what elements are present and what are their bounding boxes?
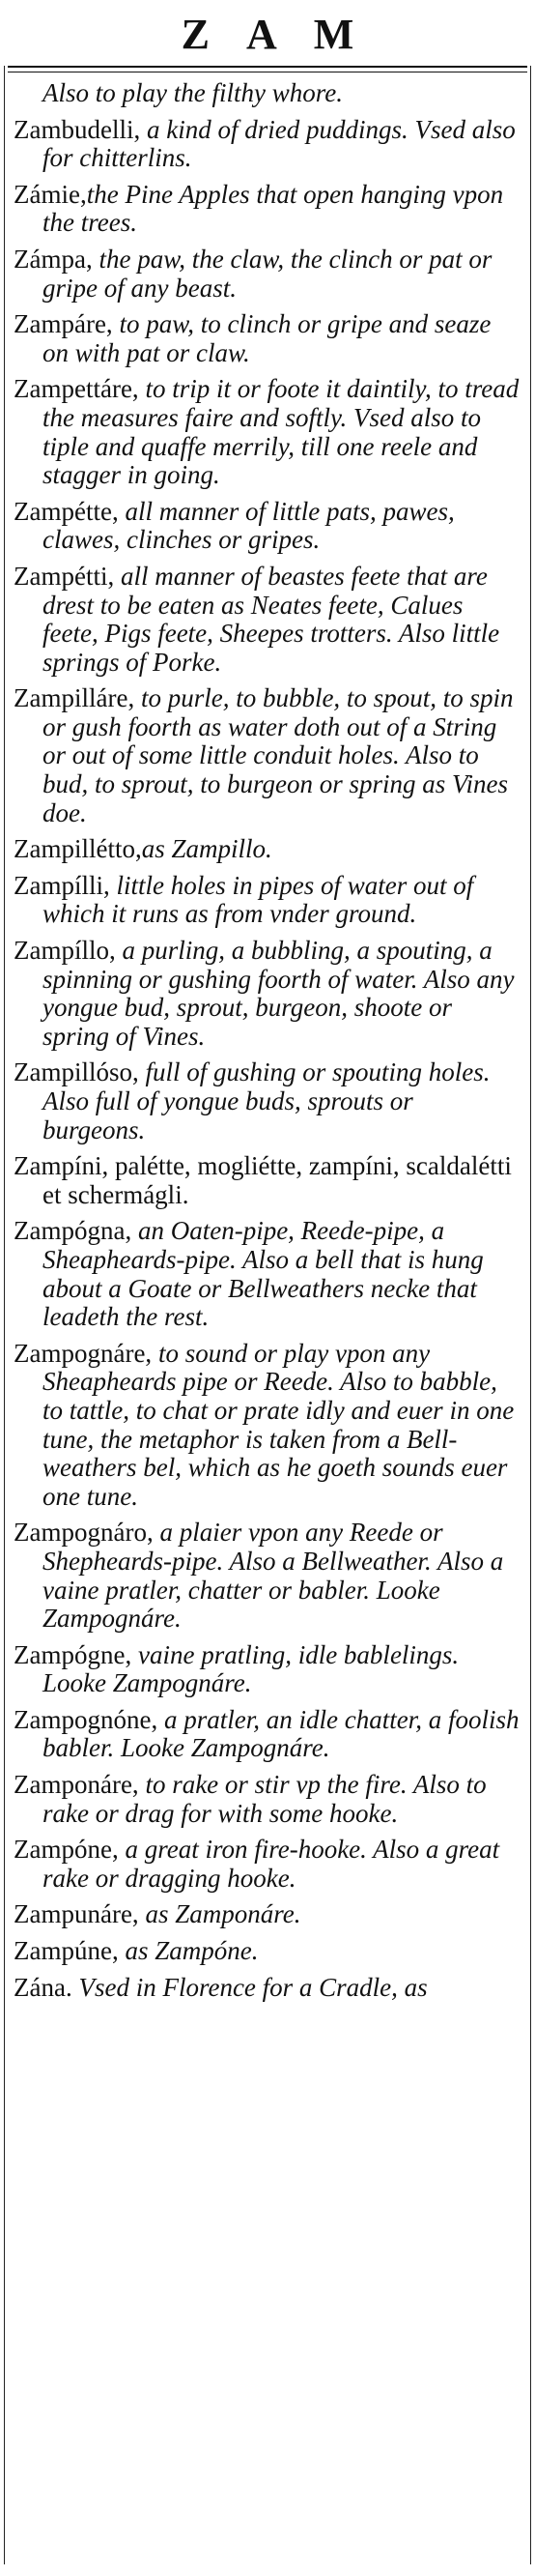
entry-headword: Zampíni, palétte, mogliétte, zampíni, scaldalétti et schermágli.: [14, 1151, 512, 1209]
dictionary-entry: [14, 1771, 521, 1828]
dictionary-entry: [14, 116, 521, 173]
entry-definition: as Zampóne.: [118, 1936, 259, 1966]
entry-definition: a plaier vpon any Reede or Shepheards-pipe. Also a Bellweather. Also a vaine pratler, chatter or babler. Looke Zampognáre.: [42, 1518, 504, 1634]
page-header: [0, 0, 535, 70]
dictionary-entry: [14, 835, 521, 864]
entry-definition: Vsed in Florence for a Cradle, as: [71, 1972, 428, 2002]
dictionary-entry: [14, 79, 521, 108]
entry-definition: as Zampillo.: [141, 834, 272, 864]
entry-definition: to rake or stir vp the fire. Also to rake or drag for with some hooke.: [42, 1770, 487, 1828]
entry-headword: Zámpa,: [14, 244, 93, 274]
dictionary-entry: [14, 310, 521, 367]
entry-definition: to paw, to clinch or gripe and seaze on with pat or claw.: [42, 309, 492, 367]
entry-definition: all manner of little pats, pawes, clawes, clinches or gripes.: [42, 496, 455, 555]
entry-definition: an Oaten-pipe, Reede-pipe, a Sheapheards-pipe. Also a bell that is hung about a Goate or Bellweathers necke that leadeth the rest.: [42, 1216, 484, 1332]
header-rule: [8, 66, 527, 68]
entry-definition: Also to play the filthy whore.: [42, 78, 343, 107]
entry-headword: Zána.: [14, 1972, 72, 2002]
dictionary-entry: [14, 498, 521, 555]
entry-headword: Zampillóso,: [14, 1057, 139, 1087]
entry-headword: Zampógne,: [14, 1639, 132, 1669]
entry-headword: Zampáre,: [14, 309, 113, 339]
entry-definition: the Pine Apples that open hanging vpon the trees.: [42, 179, 504, 238]
dictionary-entry: [14, 1217, 521, 1331]
entry-headword: Zambudelli,: [14, 114, 141, 144]
entry-definition: to sound or play vpon any Sheapheards pipe or Reede. Also to babble, to tattle, to chat or prate idly and euer in one tune, the metaphor is taken from a Bell-weathers bel, which as he goeth sounds euer one tune.: [42, 1338, 515, 1511]
dictionary-entry: [14, 1519, 521, 1633]
entry-definition: a pratler, an idle chatter, a foolish babler. Looke Zampognáre.: [42, 1704, 520, 1763]
dictionary-entry: [14, 1058, 521, 1144]
entry-headword: Zampognáre,: [14, 1338, 153, 1368]
entry-headword: Zampúne,: [14, 1936, 119, 1966]
entry-headword: Zampóne,: [14, 1835, 119, 1865]
entry-headword: Zampétte,: [14, 496, 119, 526]
column-rule-left: [4, 66, 5, 2564]
entry-headword: Zampognóne,: [14, 1704, 158, 1734]
dictionary-entry: [14, 684, 521, 827]
running-head: ZAM: [181, 11, 391, 58]
entry-definition: all manner of beastes feete that are drest to be eaten as Neates feete, Calues feete, Pigs feete, Sheepes trotters. Also little springs of Porke.: [42, 561, 500, 677]
entry-headword: Zámie,: [14, 179, 87, 209]
entry-headword: Zampílli,: [14, 870, 110, 900]
dictionary-entry: [14, 181, 521, 238]
entry-headword: Zampettáre,: [14, 374, 139, 404]
entry-headword: Zampillétto,: [14, 834, 142, 864]
entry-headword: Zamponáre,: [14, 1770, 139, 1800]
dictionary-entry: [14, 1836, 521, 1893]
entry-definition: the paw, the claw, the clinch or pat or gripe of any beast.: [42, 244, 493, 303]
entry-definition: little holes in pipes of water out of which it runs as from vnder ground.: [42, 870, 474, 929]
entry-definition: a kind of dried puddings. Vsed also for chitterlins.: [42, 114, 516, 173]
entry-headword: Zampíllo,: [14, 936, 116, 966]
entry-headword: Zampógna,: [14, 1216, 132, 1246]
dictionary-entry: [14, 1900, 521, 1929]
dictionary-entry: [14, 246, 521, 303]
dictionary-entry: [14, 375, 521, 489]
entry-headword: Zampognáro,: [14, 1518, 154, 1548]
entry-headword: Zampilláre,: [14, 683, 135, 713]
entry-headword: Zampétti,: [14, 561, 115, 591]
dictionary-entry: [14, 1937, 521, 1966]
entry-definition: a purling, a bubbling, a spouting, a spinning or gushing foorth of water. Also any yongue bud, sprout, burgeon, shoote or spring of Vines.: [42, 936, 515, 1051]
entry-definition: to purle, to bubble, to spout, to spin or gush foorth as water doth out of a String or out of some little conduit holes. Also to bud, to sprout, to burgeon or spring as Vines doe.: [42, 683, 514, 827]
column-rule-right: [530, 66, 531, 2564]
dictionary-entry: [14, 1974, 521, 2003]
dictionary-entry: [14, 937, 521, 1051]
entry-definition: to trip it or foote it daintily, to tread the measures faire and softly. Vsed also to tiple and quaffe merrily, till one reele and stagger in going.: [42, 374, 520, 490]
dictionary-entry: [14, 1152, 521, 1209]
entry-list: [14, 79, 521, 2010]
dictionary-entry: [14, 1340, 521, 1512]
dictionary-entry: [14, 1641, 521, 1698]
entry-definition: full of gushing or spouting holes. Also full of yongue buds, sprouts or burgeons.: [42, 1057, 491, 1144]
dictionary-entry: [14, 1706, 521, 1763]
entry-definition: as Zamponáre.: [138, 1899, 301, 1929]
entry-definition: a great iron fire-hooke. Also a great rake or dragging hooke.: [42, 1835, 500, 1893]
entry-headword: Zampunáre,: [14, 1899, 139, 1929]
entry-definition: vaine pratling, idle bablelings. Looke Zampognáre.: [42, 1639, 460, 1698]
dictionary-entry: [14, 872, 521, 929]
dictionary-entry: [14, 563, 521, 677]
